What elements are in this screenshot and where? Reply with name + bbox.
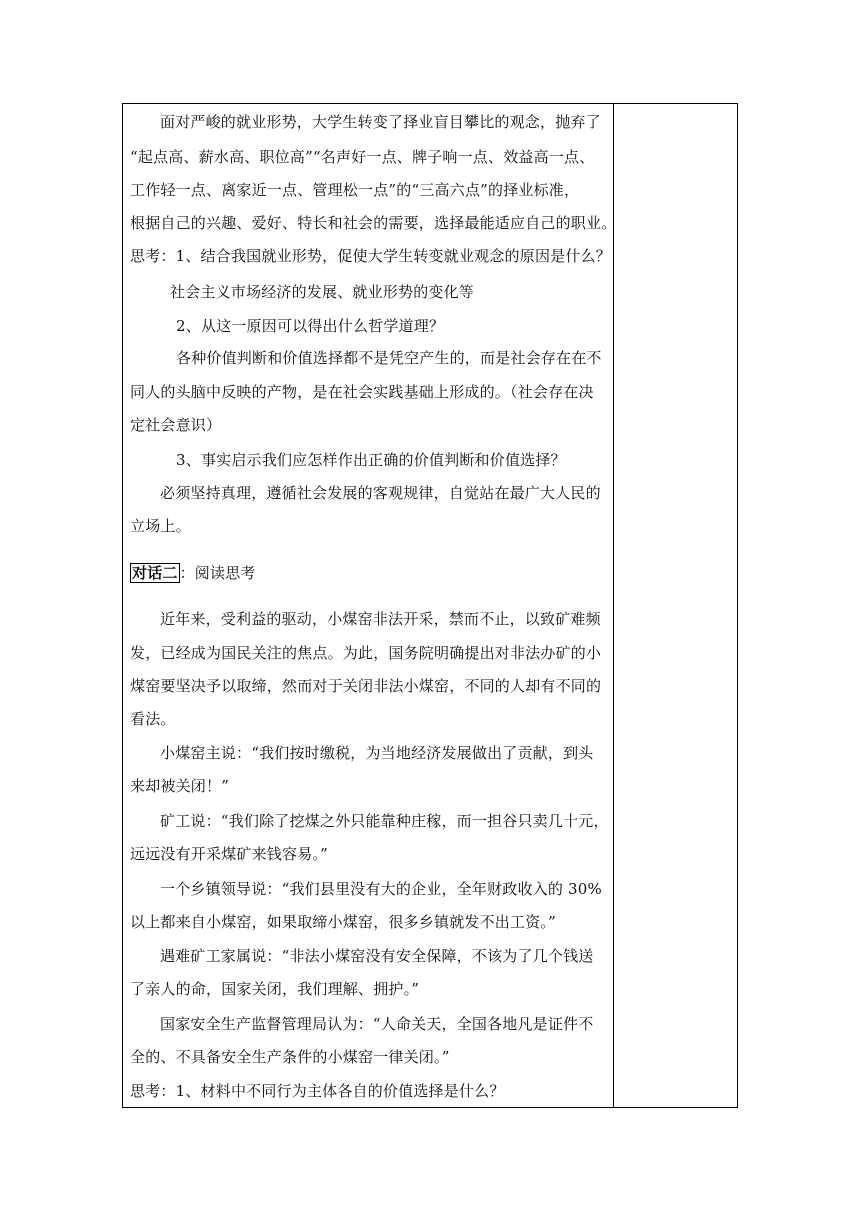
- dialogue2-title: ：阅读思考: [179, 564, 256, 582]
- notes-column: [614, 104, 737, 1107]
- answer-2-line-2: 同人的头脑中反映的产物，是在社会实践基础上形成的。（社会存在决: [130, 383, 594, 401]
- owner-quote-line-1: 小煤窑主说：“我们按时缴税，为当地经济发展做出了贡献，到头: [160, 744, 594, 762]
- passage2-intro-line-1: 近年来，受利益的驱动，小煤窑非法开采，禁而不止，以致矿难频: [160, 610, 601, 628]
- question-passage2: 思考：1、材料中不同行为主体各自的价值选择是什么？: [130, 1082, 505, 1100]
- question-1: 思考：1、结合我国就业形势，促使大学生转变就业观念的原因是什么？: [130, 247, 611, 265]
- passage2-intro-line-3: 煤窑要坚决予以取缔，然而对于关闭非法小煤窑，不同的人却有不同的: [130, 677, 602, 695]
- answer-1: 社会主义市场经济的发展、就业形势的变化等: [170, 283, 475, 301]
- passage2-intro-line-2: 发，已经成为国民关注的焦点。为此，国务院明确提出对非法办矿的小: [130, 644, 602, 662]
- passage1-line-1: 面对严峻的就业形势，大学生转变了择业盲目攀比的观念，抛弃了: [160, 113, 601, 131]
- dialogue2-heading: [130, 563, 256, 583]
- answer-3-line-2: 立场上。: [130, 517, 191, 535]
- bureau-quote-line-2: 全的、不具备安全生产条件的小煤窑一律关闭。”: [130, 1048, 450, 1066]
- passage2-intro-line-4: 看法。: [130, 710, 176, 728]
- miner-quote-line-1: 矿工说：“我们除了挖煤之外只能靠种庄稼，而一担谷只卖几十元，: [160, 812, 609, 830]
- family-quote-line-2: 了亲人的命，国家关闭，我们理解、拥护。”: [130, 980, 420, 998]
- bureau-quote-line-1: 国家安全生产监督管理局认为：“人命关天，全国各地凡是证件不: [160, 1015, 594, 1033]
- family-quote-line-1: 遇难矿工家属说：“非法小煤窑没有安全保障，不该为了几个钱送: [160, 947, 594, 965]
- leader-quote-line-2: 以上都来自小煤窑，如果取缔小煤窑，很多乡镇就发不出工资。”: [130, 913, 556, 931]
- passage1-line-2: “起点高、薪水高、职位高”“名声好一点、牌子响一点、效益高一点、: [130, 148, 595, 166]
- miner-quote-line-2: 远远没有开采煤矿来钱容易。”: [130, 845, 328, 863]
- leader-quote-line-1: 一个乡镇领导说：“我们县里没有大的企业，全年财政收入的 30%: [160, 880, 602, 898]
- passage1-line-3: 工作轻一点、离家近一点、管理松一点”的“三高六点”的择业标准，: [130, 181, 580, 199]
- owner-quote-line-2: 来却被关闭！”: [130, 777, 230, 795]
- answer-2-line-1: 各种价值判断和价值选择都不是凭空产生的，而是社会存在在不: [176, 349, 602, 367]
- question-2: 2、从这一原因可以得出什么哲学道理？: [176, 317, 445, 335]
- passage1-line-4: 根据自己的兴趣、爱好、特长和社会的需要，选择最能适应自己的职业。: [130, 214, 617, 232]
- answer-3-line-1: 必须坚持真理，遵循社会发展的客观规律，自觉站在最广大人民的: [160, 484, 601, 502]
- question-3: 3、事实启示我们应怎样作出正确的价值判断和价值选择？: [176, 451, 566, 469]
- dialogue2-label: 对话二: [132, 564, 178, 582]
- answer-2-line-3: 定社会意识）: [130, 416, 222, 434]
